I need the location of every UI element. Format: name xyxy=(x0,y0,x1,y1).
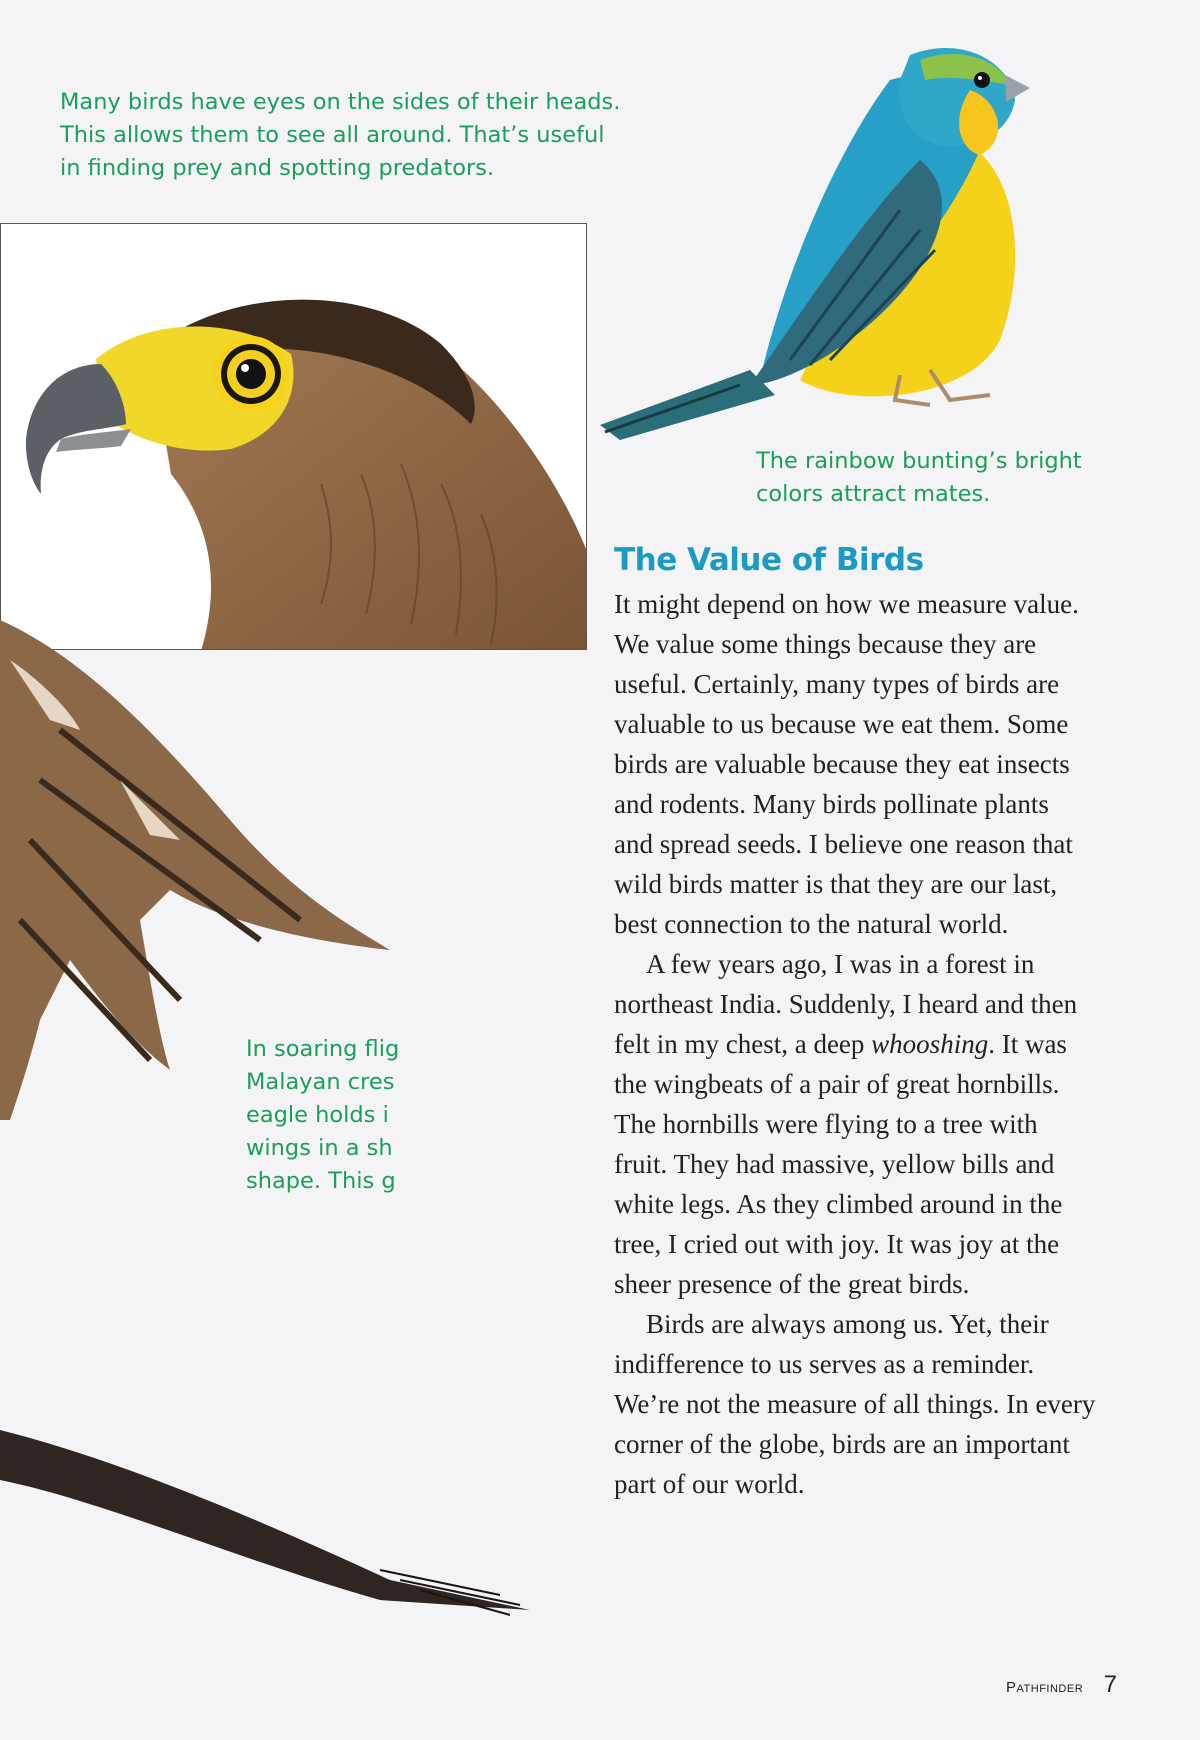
body-line: It might depend on how we measure value. xyxy=(614,589,1079,619)
caption-line: The rainbow bunting’s bright xyxy=(756,448,1082,474)
caption-eyes xyxy=(60,86,620,185)
page-number: 7 xyxy=(1103,1671,1117,1698)
body-line: fruit. They had massive, yellow bills and xyxy=(614,1149,1055,1179)
body-line: A few years ago, I was in a forest in xyxy=(646,949,1035,979)
body-line: and spread seeds. I believe one reason that xyxy=(614,829,1073,859)
body-line: The hornbills were flying to a tree with xyxy=(614,1109,1038,1139)
caption-line: Malayan cres xyxy=(246,1069,395,1095)
body-line: sheer presence of the great birds. xyxy=(614,1269,970,1299)
body-line: tree, I cried out with joy. It was joy at the xyxy=(614,1229,1060,1259)
body-line: indifference to us serves as a reminder. xyxy=(614,1349,1035,1379)
body-line: wild birds matter is that they are our last, xyxy=(614,869,1058,899)
caption-bunting xyxy=(756,445,1082,511)
caption-line: Many birds have eyes on the sides of their heads. xyxy=(60,89,621,115)
body-line: valuable to us because we eat them. Some xyxy=(614,709,1069,739)
italic-word: whooshing xyxy=(871,1029,989,1059)
body-text-run: . It was xyxy=(988,1029,1067,1059)
magazine-name: Pathfinder xyxy=(1006,1679,1084,1696)
article-heading: The Value of Birds xyxy=(614,542,924,578)
eagle-tail-photo xyxy=(0,1420,540,1620)
caption-line: wings in a sh xyxy=(246,1135,393,1161)
caption-line: shape. This g xyxy=(246,1168,396,1194)
page-footer xyxy=(1006,1671,1117,1699)
body-line: useful. Certainly, many types of birds are xyxy=(614,669,1060,699)
caption-line: colors attract mates. xyxy=(756,481,991,507)
body-line: birds are valuable because they eat insects xyxy=(614,749,1070,779)
caption-line: eagle holds i xyxy=(246,1102,389,1128)
body-line-with-italic xyxy=(614,1024,1174,1064)
caption-eagle xyxy=(246,1033,399,1198)
body-line: part of our world. xyxy=(614,1469,805,1499)
eagle-head-photo xyxy=(0,223,587,650)
body-line: corner of the globe, birds are an important xyxy=(614,1429,1070,1459)
body-line: Birds are always among us. Yet, their xyxy=(646,1309,1049,1339)
rainbow-bunting-photo xyxy=(600,40,1160,460)
body-line: white legs. As they climbed around in the xyxy=(614,1189,1063,1219)
caption-line: in finding prey and spotting predators. xyxy=(60,155,495,181)
body-line: the wingbeats of a pair of great hornbills. xyxy=(614,1069,1060,1099)
caption-line: This allows them to see all around. That’s useful xyxy=(60,122,605,148)
body-line: and rodents. Many birds pollinate plants xyxy=(614,789,1049,819)
caption-line: In soaring flig xyxy=(246,1036,400,1062)
body-line: northeast India. Suddenly, I heard and then xyxy=(614,989,1078,1019)
body-line: best connection to the natural world. xyxy=(614,909,1009,939)
article-body xyxy=(614,584,1174,1504)
body-line: We value some things because they are xyxy=(614,629,1037,659)
body-line: We’re not the measure of all things. In every xyxy=(614,1389,1096,1419)
body-text-run: felt in my chest, a deep xyxy=(614,1029,872,1059)
